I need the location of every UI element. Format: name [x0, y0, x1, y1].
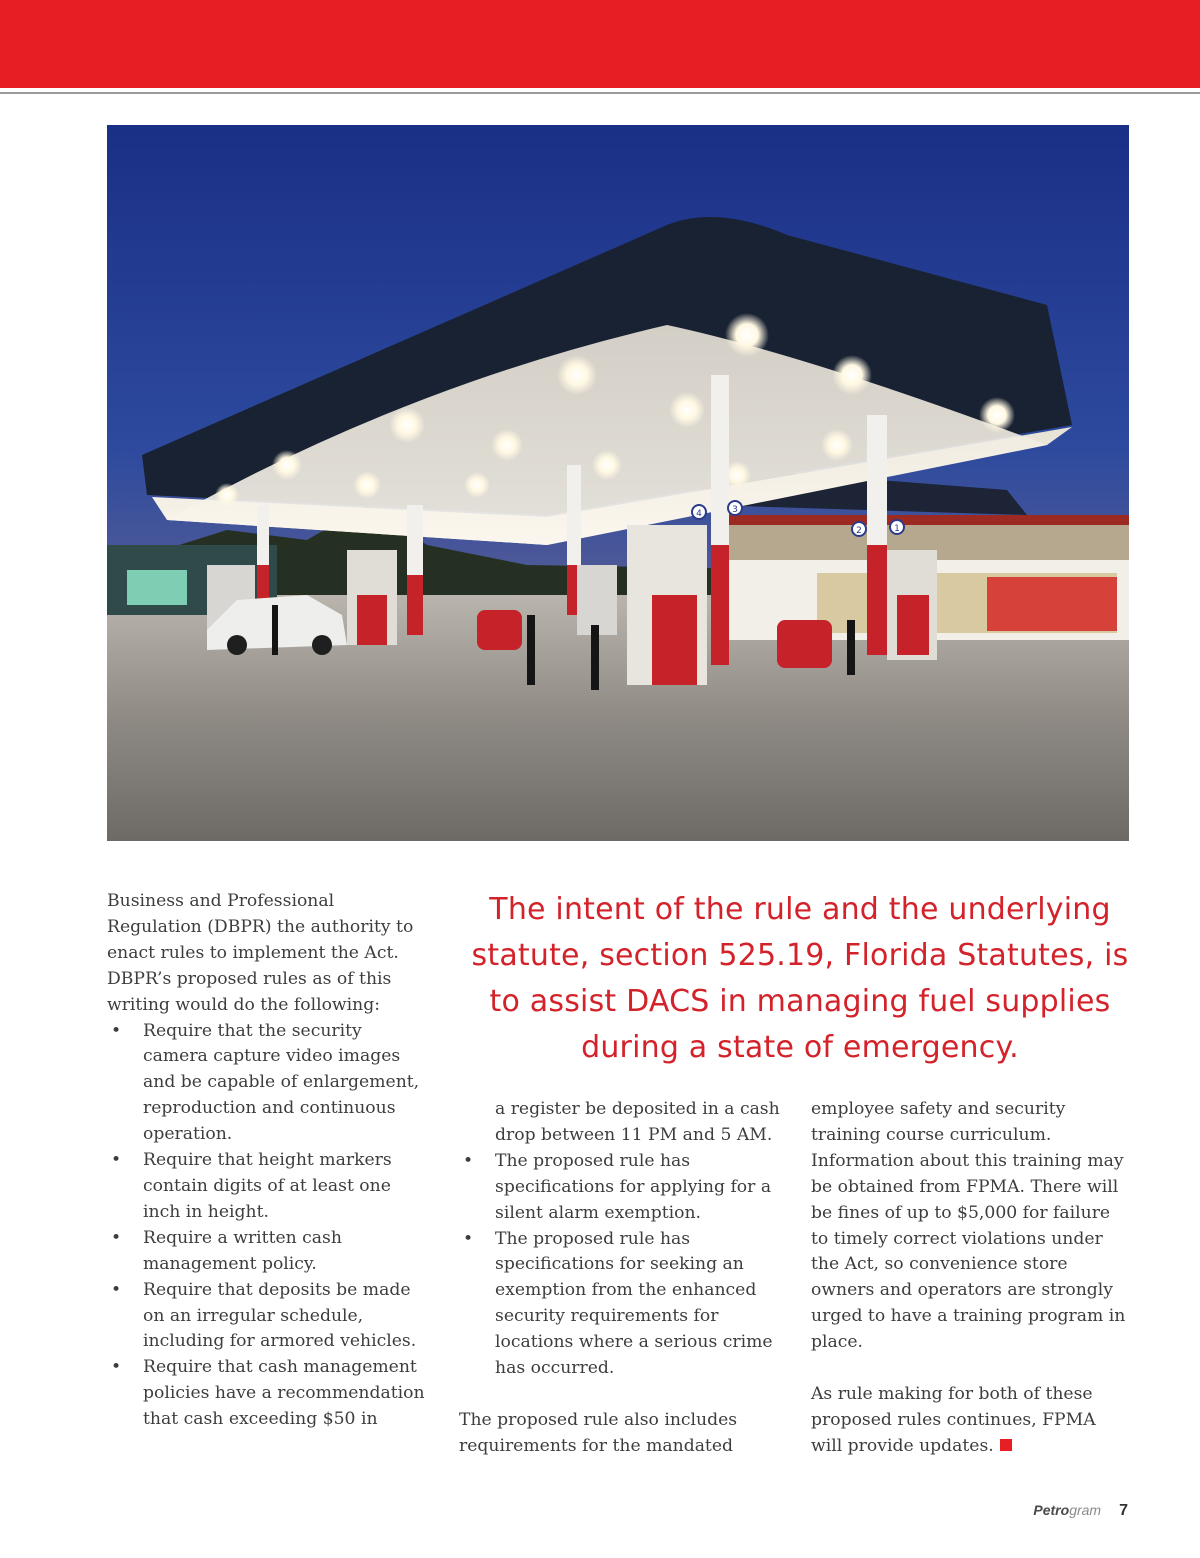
brand-light: gram [1069, 1502, 1102, 1518]
list-item: • Require that the security camera capture video images and be capable of enlargement, reproduction and continuous operation. [107, 1019, 427, 1149]
pump-number-4: 4 [696, 509, 702, 519]
column3-paragraph-2 [811, 1382, 1131, 1460]
pull-quote: The intent of the rule and the underlying statute, section 525.19, Florida Statutes, is to assist DACS in managing fuel supplies during a state of emergency. [471, 892, 1129, 1065]
list-item: • The proposed rule has specifications for seeking an exemption from the enhanced security requirements for locations where a serious crime has occurred. [459, 1227, 784, 1382]
page-number: 7 [1119, 1502, 1128, 1519]
column2-paragraph: The proposed rule also includes requirements for the mandated [459, 1409, 738, 1456]
column2-continuation: a register be deposited in a cash drop between 11 PM and 5 AM. [495, 1099, 780, 1145]
top-rule-line [0, 92, 1200, 94]
page-footer [1033, 1502, 1128, 1520]
article-column-3 [811, 1097, 1131, 1460]
column3-paragraph-1: employee safety and security training course curriculum. Information about this training may be obtained from FPMA. There will be fines of up to $5,000 for failure to timely correct violations under the Act, so convenience store owners and operators are strongly urged to have a training program in place. [811, 1099, 1126, 1353]
column2-bullet-list [459, 1149, 784, 1382]
list-item: • Require that height markers contain digits of at least one inch in height. [107, 1148, 427, 1226]
pump-number-1: 1 [894, 524, 900, 534]
list-item: • The proposed rule has specifications for applying for a silent alarm exemption. [459, 1149, 784, 1227]
list-item: • Require that deposits be made on an irregular schedule, including for armored vehicles. [107, 1278, 427, 1356]
column1-intro: Business and Professional Regulation (DBPR) the authority to enact rules to implement the Act. DBPR’s proposed rules as of this writing would do the following: [107, 891, 414, 1015]
article-column-2 [459, 1097, 784, 1460]
publication-brand [1033, 1502, 1101, 1518]
end-mark-icon [1000, 1439, 1012, 1451]
column3-paragraph-2-text: As rule making for both of these proposed rules continues, FPMA will provide updates. [811, 1384, 1096, 1456]
gas-station-photo [107, 125, 1129, 841]
column1-bullet-list [107, 1019, 427, 1434]
article-column-1 [107, 889, 427, 1433]
top-red-band [0, 0, 1200, 88]
list-item: • Require a written cash management policy. [107, 1226, 427, 1278]
brand-bold: Petro [1033, 1502, 1070, 1518]
list-item: • Require that cash management policies have a recommendation that cash exceeding $50 in [107, 1355, 427, 1433]
gas-station-illustration [107, 125, 1129, 841]
pump-number-3: 3 [732, 505, 738, 515]
pump-number-2: 2 [856, 526, 862, 536]
